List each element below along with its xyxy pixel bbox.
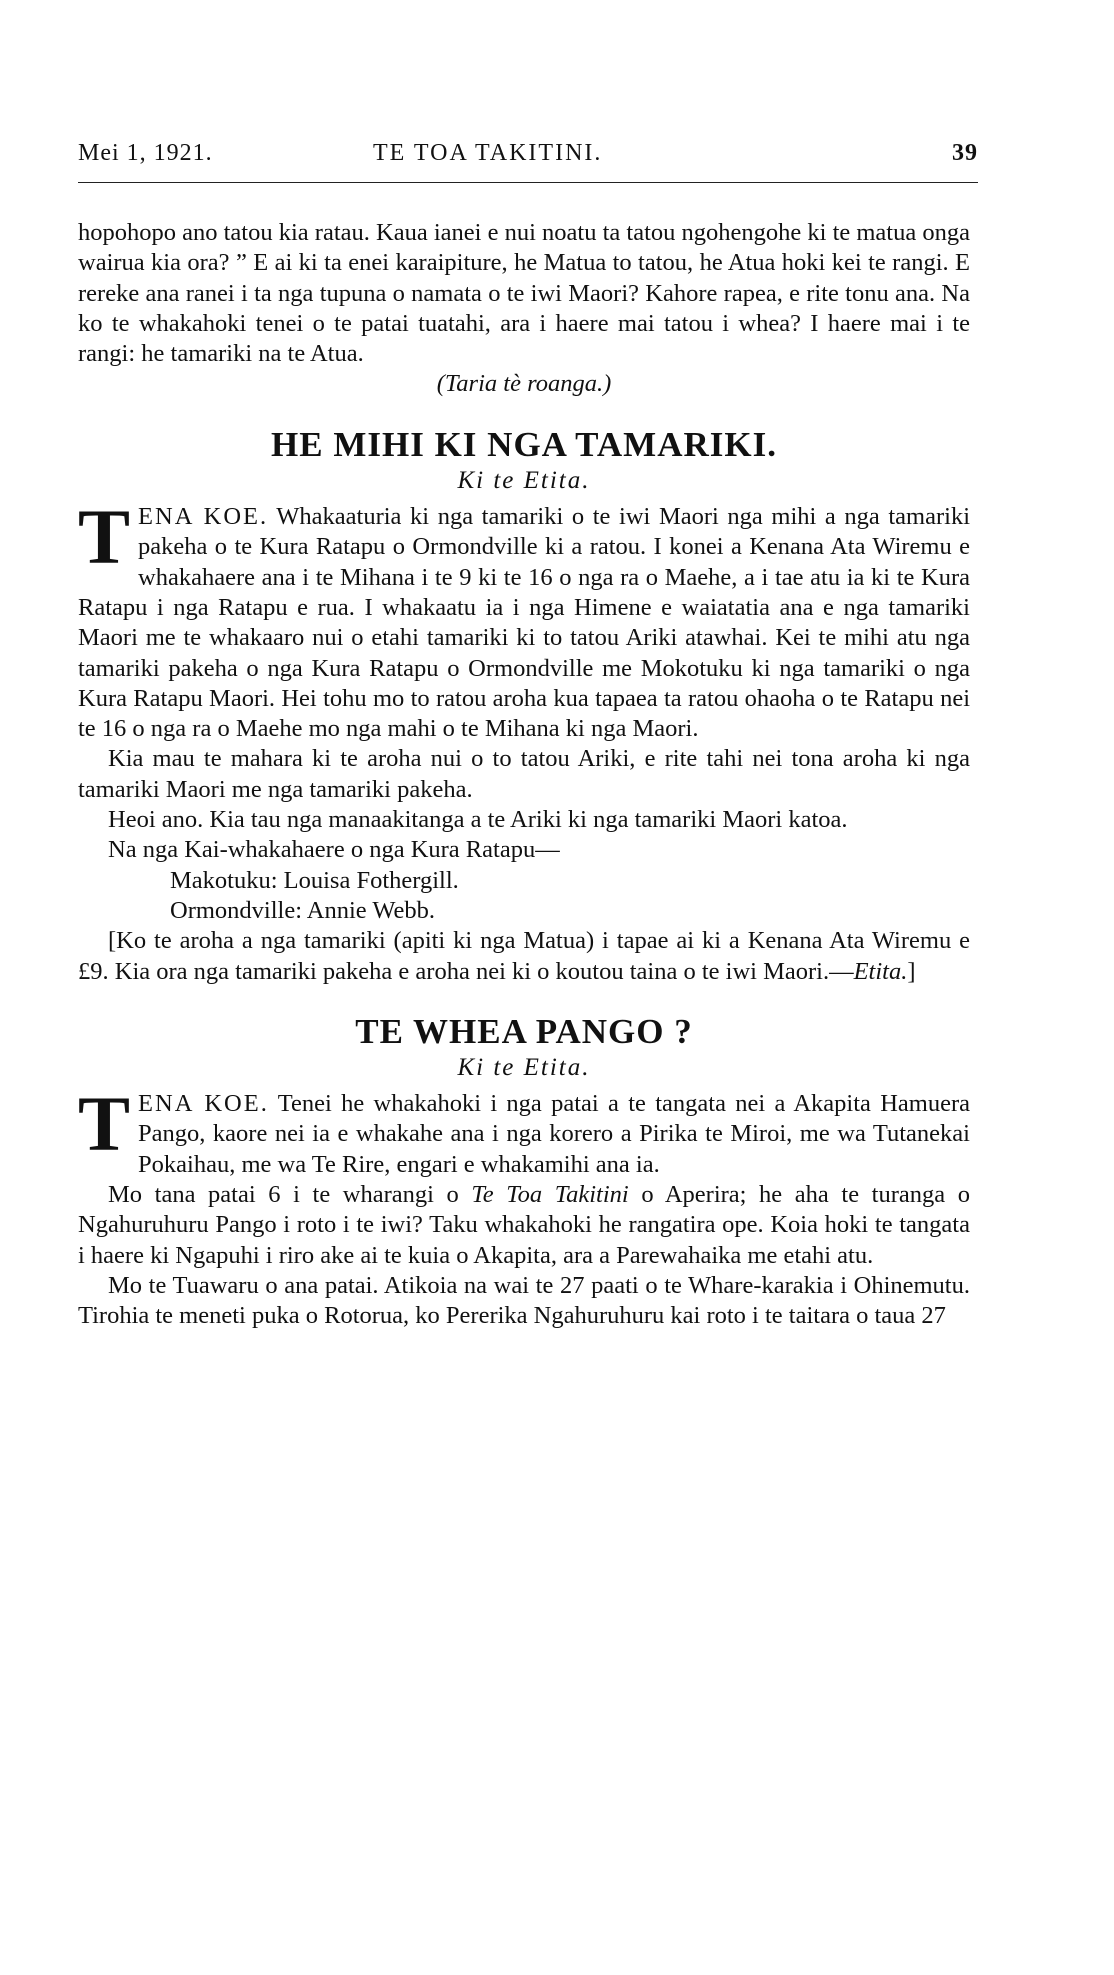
signer: Ormondville: Annie Webb. [170, 896, 436, 924]
signer: Makotuku: Louisa Fothergill. [170, 866, 459, 894]
article-paragraph [78, 493, 971, 744]
editor-note-close: ] [907, 957, 916, 985]
article-heading: HE MIHI KI NGA TAMARIKI. [271, 424, 777, 464]
page-number: 39 [952, 140, 978, 166]
drop-cap: T [78, 1080, 131, 1168]
editor-note [78, 926, 970, 987]
lead-caps: ENA KOE. [138, 503, 269, 531]
issue-date: Mei 1, 1921. [78, 140, 213, 166]
header-rule [78, 182, 978, 183]
intro-paragraph: hopohopo ano tatou kia ratau. Kaua ianei e nui noatu ta tatou ngohengohe ki te matua onga wairua kia ora? ” E ai ki ta enei karaipiture, he Matua to tatou, he Atua hoki kei te rangi. E rereke ana ranei i ta nga tupuna o namata o te iwi Maori? Kahore rapea, e rite tonu ana. Na ko te whakahoki tenei o te patai tuatahi, ara i haere mai tatou i whea? I haere mai i te rangi: he tamariki na te Atua. [78, 219, 970, 368]
article-paragraph [78, 1180, 970, 1271]
article-paragraph: Mo te Tuawaru o ana patai. Atikoia na wai te 27 paati o te Whare-karakia i Ohinemutu. Tirohia te meneti puka o Rotorua, ko Pererika Ngahuruhuru kai roto i te taitara o taua 27 [78, 1271, 970, 1330]
drop-cap: T [78, 493, 131, 581]
page-header [78, 140, 978, 180]
editor-signature: Etita. [853, 957, 908, 985]
continued-note: (Taria tè roanga.) [436, 370, 612, 398]
paragraph-text: Tenei he whakahoki i nga patai a te tangata nei a Akapita Hamuera Pango, kaore nei ia e whakahe ana i nga korero a Pirika te Miroi, me wa Tutanekai Pokaihau, me wa Te Rire, engari e whakamihi ana ia. [138, 1090, 970, 1178]
paragraph-text: Mo tana patai 6 i te wharangi o [108, 1181, 472, 1209]
page-body [78, 218, 970, 1332]
paragraph-text: o Aperira; he aha te turanga o Ngahuruhuru Pango i roto i te iwi? Taku whakahoki he rangatira ope. Koia hoki te tangata i haere ki Ngapuhi i riro ake ai te kuia o Akapita, ara a Parewahaika me etahi atu. [78, 1181, 970, 1269]
paragraph-text: Whakaaturia ki nga tamariki o te iwi Maori nga mihi a nga tamariki pakeha o te Kura Ratapu o Ormondville ki a ratou. I konei a Kenana Ata Wiremu e whakahaere ana i te Mihana i te 9 ki te 16 o nga ra o Maehe, a i tae atu ia ki te Kura Ratapu i nga Ratapu e rua. I whakaatu ia i nga Himene e waiatatia ana e nga tamariki Maori me te whakaaro nui o etahi tamariki ki to tatou Ariki atawhai. Kei te mihi atu nga tamariki pakeha o nga Kura Ratapu o Ormondville me Mokotuku ki nga tamariki o nga Kura Ratapu Maori. Hei tohu mo to ratou aroha kua tapaea ta ratou ohaoha o te Ratapu nei te 16 o nga ra o Maehe mo nga mahi o te Mihana ki nga Maori. [78, 503, 971, 743]
article-subheading: Ki te Etita. [457, 1053, 591, 1081]
article-subheading: Ki te Etita. [457, 466, 591, 494]
article-paragraph: Heoi ano. Kia tau nga manaakitanga a te Ariki ki nga tamariki Maori katoa. [108, 806, 848, 834]
article-paragraph [78, 1080, 970, 1180]
signature-intro: Na nga Kai-whakahaere o nga Kura Ratapu— [108, 836, 560, 864]
article-heading: TE WHEA PANGO ? [355, 1011, 693, 1051]
publication-name: Te Toa Takitini [471, 1181, 629, 1209]
editor-note-text: [Ko te aroha a nga tamariki (apiti ki nga Matua) i tapae ai ki a Kenana Ata Wiremu e £9. Kia ora nga tamariki pakeha e aroha nei ki o koutou taina o te iwi Maori.— [78, 927, 970, 985]
article-paragraph: Kia mau te mahara ki te aroha nui o to tatou Ariki, e rite tahi nei tona aroha ki nga tamariki Maori me nga tamariki pakeha. [78, 745, 970, 803]
publication-title: TE TOA TAKITINI. [373, 140, 603, 166]
lead-caps: ENA KOE. [138, 1090, 269, 1118]
